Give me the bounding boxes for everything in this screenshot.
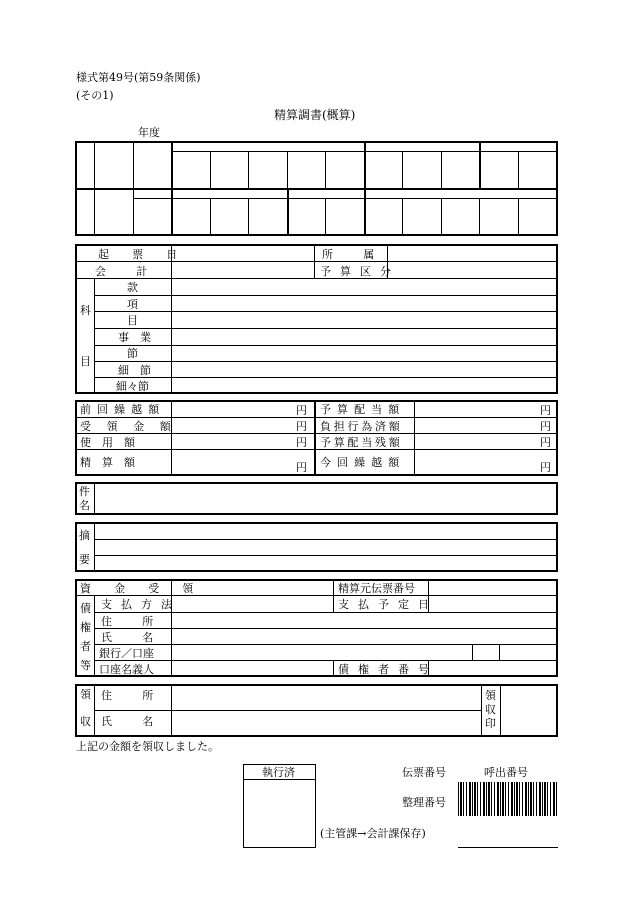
shikin-juryo: 資 金 受 領 — [80, 582, 200, 595]
yen-6: 円 — [540, 420, 551, 433]
inkan-1: 領 — [485, 689, 496, 702]
motoden-bango: 精算元伝票番号 — [338, 582, 415, 595]
receipt-jusho: 住 所 — [101, 689, 156, 702]
inkan-2: 収 — [485, 703, 496, 716]
yosan-haito-zan: 予算配当残額 — [320, 436, 403, 449]
receipt-shimei: 氏 名 — [101, 715, 156, 728]
yen-4: 円 — [296, 461, 307, 474]
yen-1: 円 — [296, 404, 307, 417]
tekiyo-box — [75, 522, 558, 572]
receipt-shu: 収 — [80, 715, 91, 728]
barcode — [458, 782, 558, 816]
page-title: 精算調書(概算) — [274, 108, 356, 122]
juryo-kingaku: 受 領 金 額 — [80, 420, 177, 433]
seisan-gaku: 精 算 額 — [80, 456, 135, 469]
kenmei-box — [75, 482, 558, 515]
saikensha-bango: 債 権 者 番 号 — [338, 663, 432, 676]
row-setsu: 節 — [127, 347, 138, 360]
yen-5: 円 — [540, 404, 551, 417]
yobidashi-bango-label: 呼出番号 — [484, 766, 528, 779]
row-jigyo: 事 業 — [118, 331, 151, 344]
kaikei-label: 会 計 — [95, 265, 150, 278]
fiscal-year-label: 年度 — [138, 126, 160, 139]
receipt-ryo: 領 — [80, 688, 91, 701]
kenmei-label-2: 名 — [79, 499, 90, 512]
form-number: 様式第49号(第59条関係) — [76, 71, 201, 84]
saiken-shimei: 氏 名 — [101, 631, 156, 644]
shikkozumi-label: 執行済 — [262, 766, 295, 779]
futan-koi: 負担行為済額 — [320, 420, 403, 433]
yen-3: 円 — [296, 436, 307, 449]
kihyo-label: 起 票 日 — [98, 248, 184, 261]
row-saisetsu: 細 節 — [118, 364, 151, 377]
row-kan: 款 — [127, 281, 138, 294]
konkai-kurikoshi: 今回繰越額 — [320, 456, 406, 469]
yen-8: 円 — [540, 461, 551, 474]
row-saisaisetsu: 細々節 — [116, 380, 149, 393]
saiken-char-2: 権 — [80, 621, 91, 634]
koza-meigi: 口座名義人 — [99, 663, 154, 676]
inkan-3: 印 — [485, 717, 496, 730]
yosan-haito: 予算配当額 — [320, 403, 406, 416]
receipt-note: 上記の金額を領収しました。 — [76, 740, 219, 753]
shiyo-gaku: 使 用 額 — [80, 436, 135, 449]
yen-2: 円 — [296, 420, 307, 433]
tekiyo-label-1: 摘 — [79, 529, 90, 542]
ka-label: 科 — [80, 304, 91, 317]
saiken-char-3: 者 — [80, 640, 91, 653]
row-kou: 項 — [127, 298, 138, 311]
shiharai-yotei: 支 払 予 定 日 — [338, 598, 432, 611]
moku-label: 目 — [80, 355, 91, 368]
form-part: (その1) — [76, 89, 114, 102]
zenkai-kurikoshi: 前回繰越額 — [80, 403, 166, 416]
kenmei-label-1: 件 — [79, 485, 90, 498]
denpyo-bango-label: 伝票番号 — [402, 766, 446, 779]
tekiyo-label-2: 要 — [79, 553, 90, 566]
saiken-char-4: 等 — [80, 659, 91, 672]
shiharai-houhou: 支 払 方 法 — [101, 598, 175, 611]
saiken-char-1: 債 — [80, 602, 91, 615]
row-moku: 目 — [127, 314, 138, 327]
signature-line — [458, 847, 558, 848]
yen-7: 円 — [540, 436, 551, 449]
saiken-jusho: 住 所 — [101, 615, 156, 628]
ginko-koza: 銀行／口座 — [99, 647, 154, 660]
seiri-bango-label: 整理番号 — [402, 796, 446, 809]
hozon-note: (主管課→会計課保存) — [320, 827, 426, 840]
shozoku-label: 所 属 — [322, 248, 377, 261]
yosan-kubun-label: 予 算 区 分 — [320, 265, 394, 278]
